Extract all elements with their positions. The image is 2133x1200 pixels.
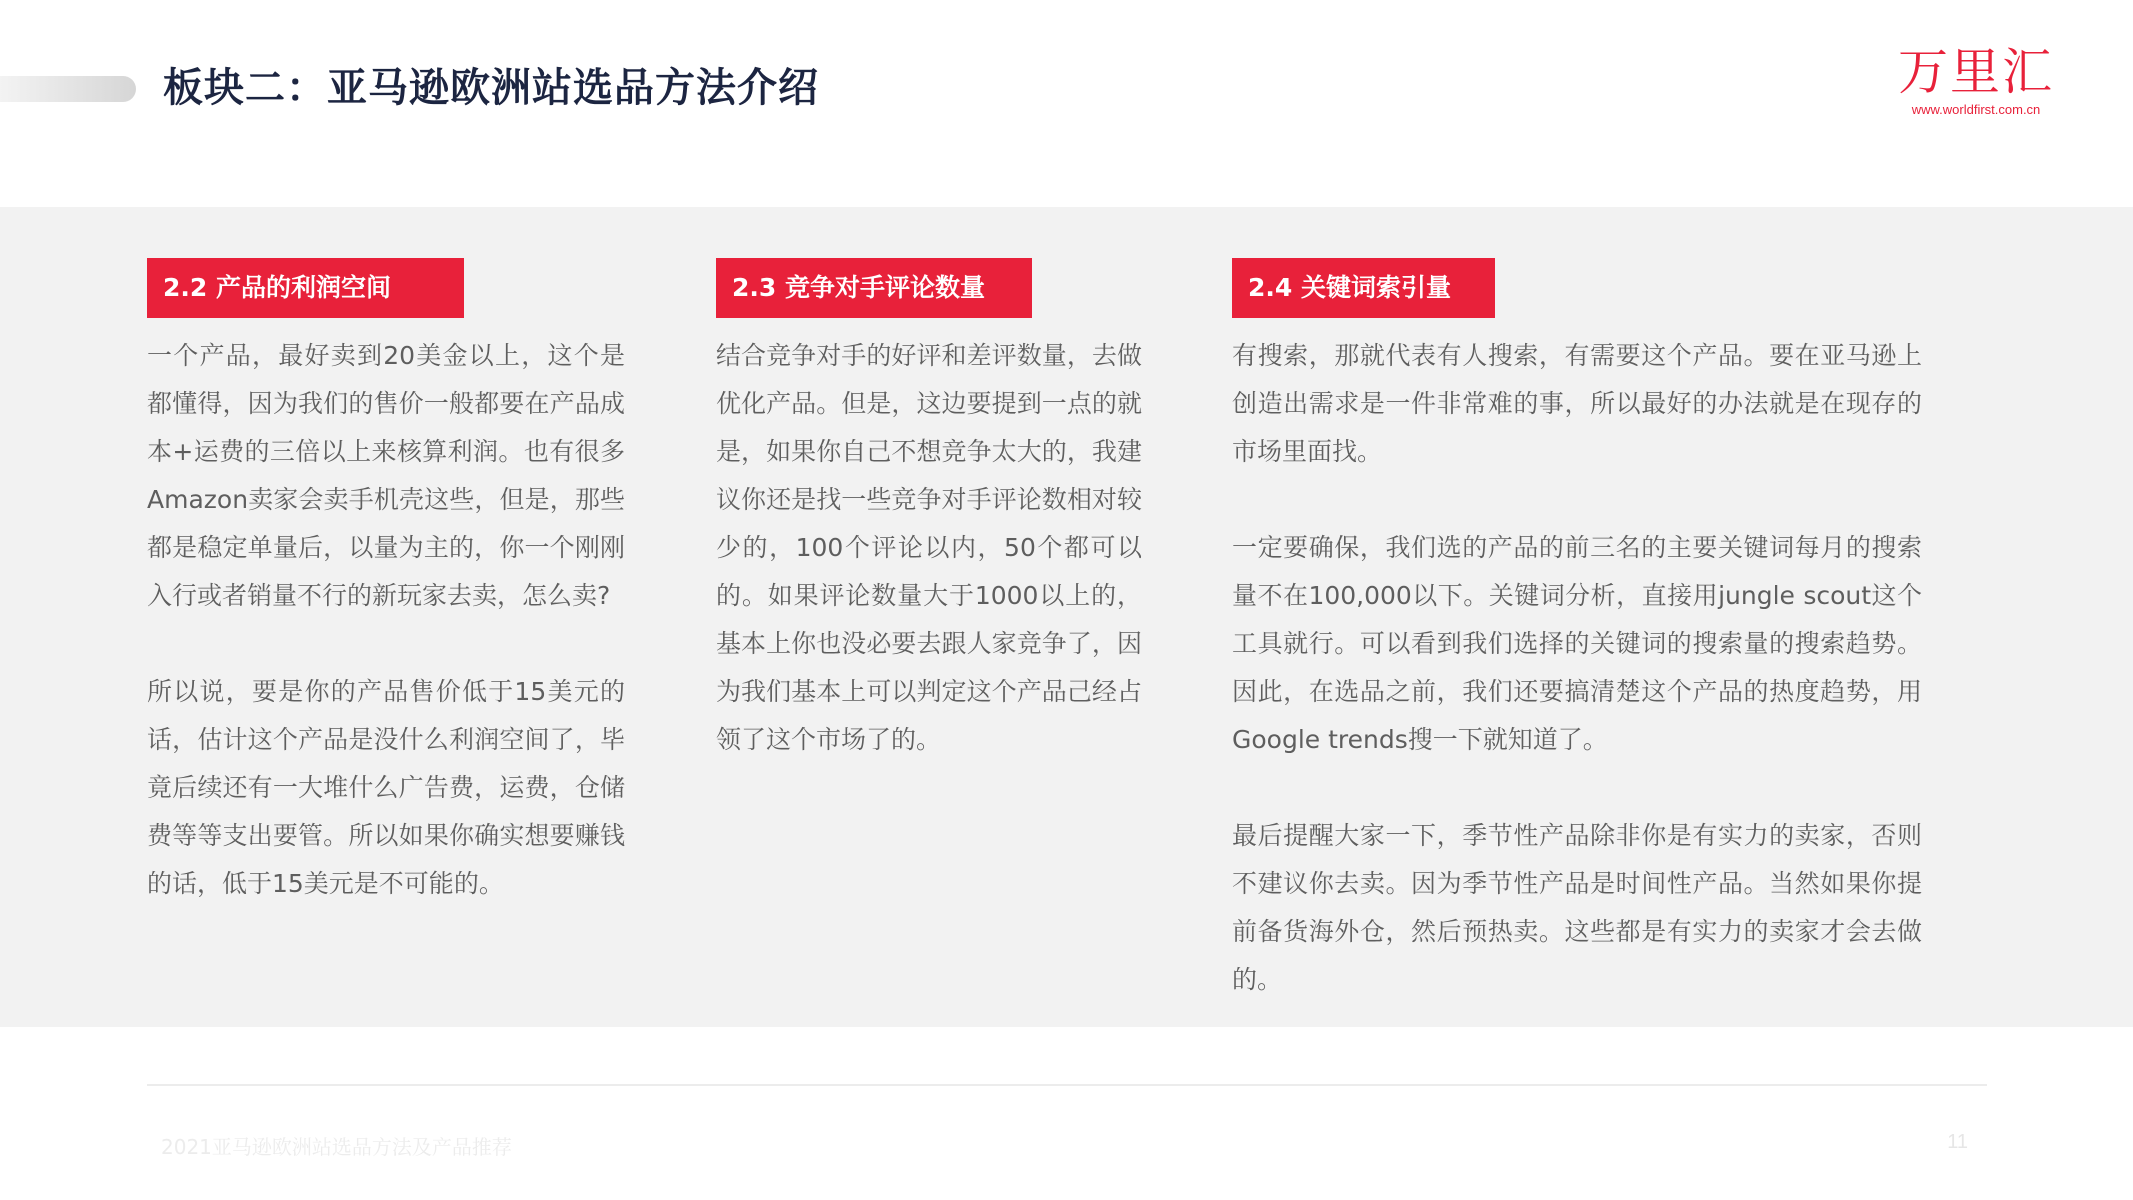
section-paragraph: 一定要确保，我们选的产品的前三名的主要关键词每月的搜索量不在100,000以下。关键词分析，直接用jungle scout这个工具就行。可以看到我们选择的关键词的搜索量的搜索趋势。因此，在选品之前，我们还要搞清楚这个产品的热度趋势，用Google trends搜一下就知道了。: [1232, 533, 1922, 754]
section-competitor-reviews: [716, 258, 1142, 764]
brand-logo-mark: 万里汇: [1898, 43, 2054, 101]
page-title: 板块二：亚马逊欧洲站选品方法介绍: [163, 65, 819, 111]
page-number: 11: [1947, 1131, 1968, 1153]
section-paragraph: 一个产品，最好卖到20美金以上，这个是都懂得，因为我们的售价一般都要在产品成本+运费的三倍以上来核算利润。也有很多Amazon卖家会卖手机壳这些，但是，那些都是稳定单量后，以量为主的，你一个刚刚入行或者销量不行的新玩家去卖，怎么卖?: [147, 341, 625, 610]
section-heading: 2.2 产品的利润空间: [147, 258, 464, 318]
section-body: [716, 332, 1142, 764]
section-heading: 2.3 竞争对手评论数量: [716, 258, 1032, 318]
title-accent-bar: [0, 76, 136, 102]
section-paragraph: 最后提醒大家一下，季节性产品除非你是有实力的卖家，否则不建议你去卖。因为季节性产品是时间性产品。当然如果你提前备货海外仓，然后预热卖。这些都是有实力的卖家才会去做的。: [1232, 821, 1922, 994]
section-paragraph: 有搜索，那就代表有人搜索，有需要这个产品。要在亚马逊上创造出需求是一件非常难的事，所以最好的办法就是在现存的市场里面找。: [1232, 341, 1922, 466]
section-body: [147, 332, 625, 908]
section-profit-margin: [147, 258, 625, 908]
section-keyword-volume: [1232, 258, 1922, 1004]
section-paragraph: 结合竞争对手的好评和差评数量，去做优化产品。但是，这边要提到一点的就是，如果你自己不想竞争太大的，我建议你还是找一些竞争对手评论数相对较少的，100个评论以内，50个都可以的。如果评论数量大于1000以上的，基本上你也没必要去跟人家竞争了，因为我们基本上可以判定这个产品己经占领了这个市场了的。: [716, 341, 1142, 754]
section-paragraph: 所以说，要是你的产品售价低于15美元的话，估计这个产品是没什么利润空间了，毕竟后续还有一大堆什么广告费，运费，仓储费等等支出要管。所以如果你确实想要赚钱的话，低于15美元是不可能的。: [147, 677, 625, 898]
footer-divider: [147, 1084, 1987, 1086]
footer-report-title: 2021亚马逊欧洲站选品方法及产品推荐: [161, 1135, 512, 1159]
section-body: [1232, 332, 1922, 1004]
section-heading: 2.4 关键词索引量: [1232, 258, 1495, 318]
brand-logo: [1886, 44, 2066, 118]
brand-logo-url: www.worldfirst.com.cn: [1911, 102, 2041, 117]
